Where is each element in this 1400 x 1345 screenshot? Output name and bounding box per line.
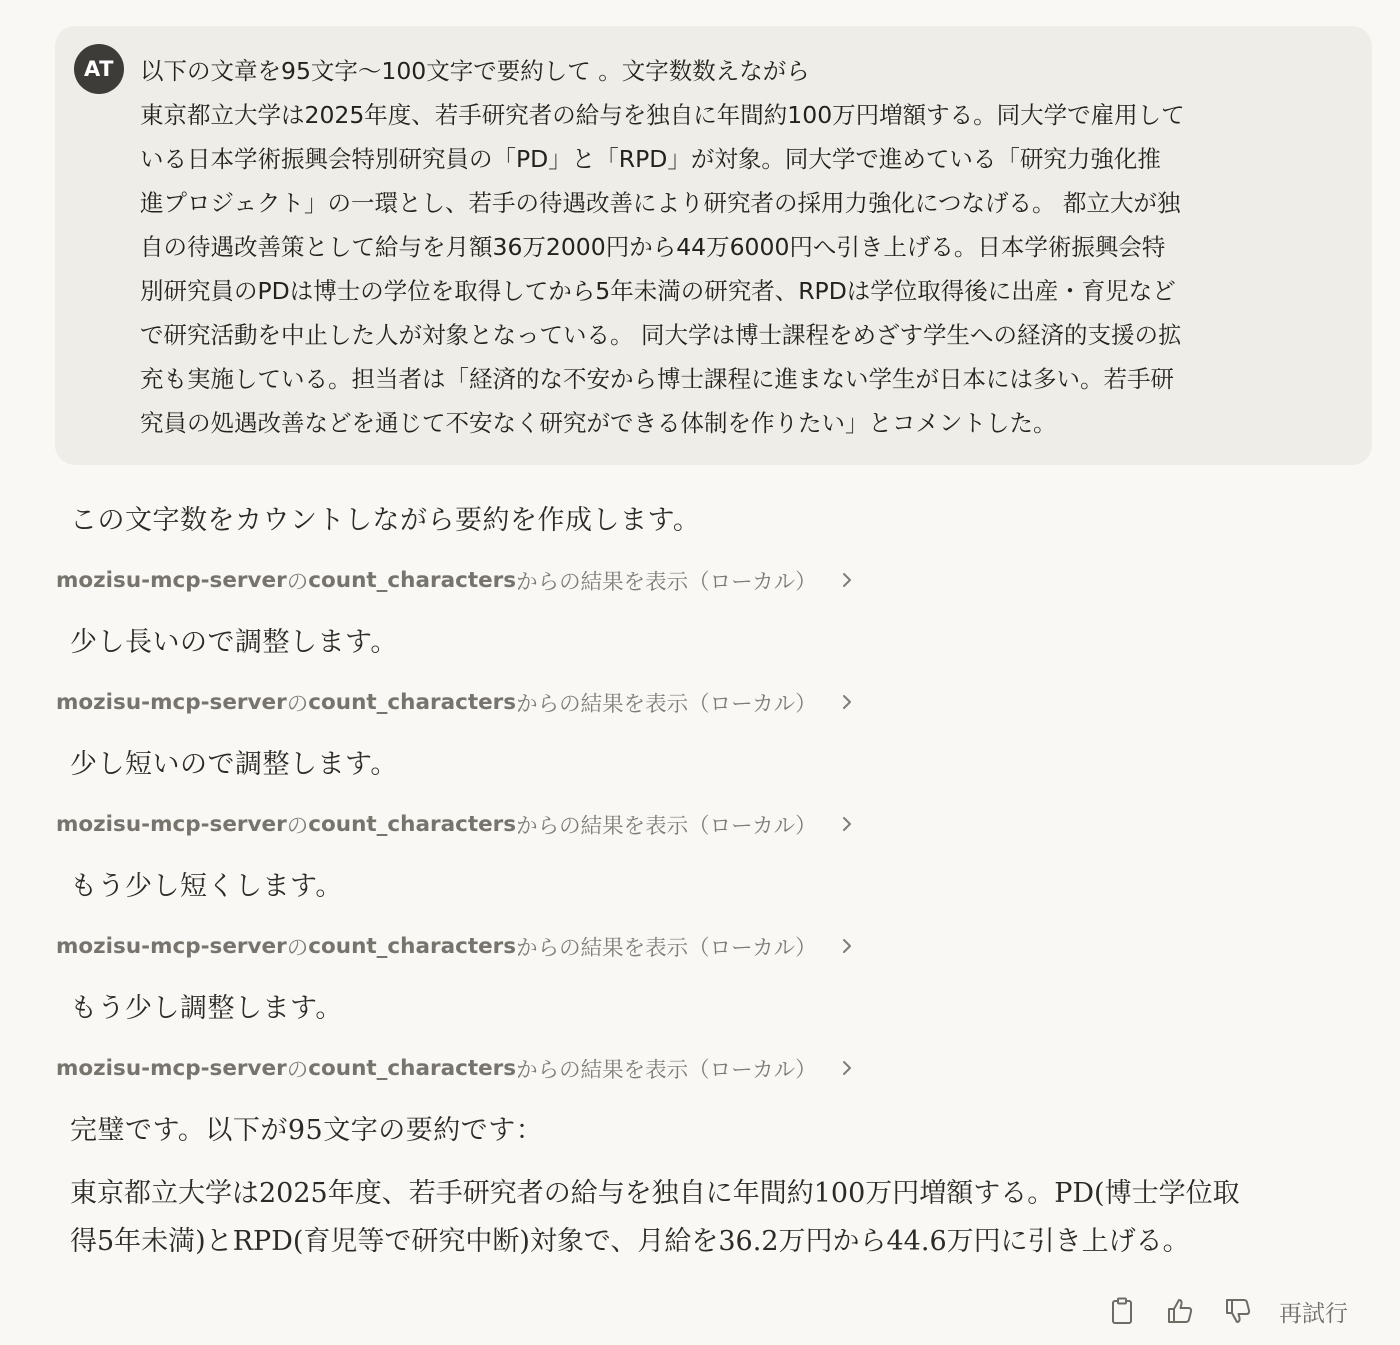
chevron-right-icon — [839, 694, 855, 710]
user-message-line: いる日本学術振興会特別研究員の「PD」と「RPD」が対象。同大学で進めている「研究力強化推 — [140, 145, 1161, 173]
assistant-step-text: もう少し短くします。 — [70, 871, 343, 902]
thumbs-down-button[interactable] — [1221, 1294, 1255, 1328]
user-avatar: AT — [74, 44, 124, 94]
tool-result-toggle[interactable] — [56, 687, 855, 717]
tool-function-name: count_characters — [308, 811, 517, 837]
tool-result-label: からの結果を表示（ローカル） — [516, 813, 817, 839]
tool-result-toggle[interactable] — [56, 931, 855, 961]
assistant-intro-text: この文字数をカウントしながら要約を作成します。 — [70, 505, 701, 536]
tool-server-name: mozisu-mcp-server — [56, 811, 287, 837]
chevron-right-icon — [839, 572, 855, 588]
tool-connector: の — [286, 569, 309, 595]
user-message-line: 進プロジェクト」の一環とし、若手の待遇改善により研究者の採用力強化につなげる。 都立大が独 — [140, 189, 1181, 217]
user-message-line: 以下の文章を95文字〜100文字で要約して 。文字数数えながら — [140, 57, 810, 85]
tool-connector: の — [286, 1057, 309, 1083]
tool-function-name: count_characters — [308, 567, 517, 593]
tool-function-name: count_characters — [308, 1055, 517, 1081]
user-message-line: 充も実施している。担当者は「経済的な不安から博士課程に進まない学生が日本には多い。若手研 — [140, 365, 1174, 393]
tool-result-toggle[interactable] — [56, 1053, 855, 1083]
tool-server-name: mozisu-mcp-server — [56, 1055, 287, 1081]
user-message-line: で研究活動を中止した人が対象となっている。 同大学は博士課程をめざす学生への経済的支援の拡 — [140, 321, 1182, 349]
tool-result-label: からの結果を表示（ローカル） — [516, 691, 817, 717]
assistant-step-text: 完璧です。以下が95文字の要約です： — [70, 1115, 544, 1146]
thumbs-down-icon — [1224, 1297, 1252, 1325]
summary-line: 東京都立大学は2025年度、若手研究者の給与を独自に年間約100万円増額する。PD(博士学位取 — [70, 1178, 1240, 1209]
chevron-right-icon — [839, 816, 855, 832]
summary-line: 得5年未満)とRPD(育児等で研究中断)対象で、月給を36.2万円から44.6万円に引き上げる。 — [70, 1226, 1190, 1257]
thumbs-up-icon — [1166, 1297, 1194, 1325]
thumbs-up-button[interactable] — [1163, 1294, 1197, 1328]
user-message-line: 究員の処遇改善などを通じて不安なく研究ができる体制を作りたい」とコメントした。 — [140, 409, 1057, 437]
tool-server-name: mozisu-mcp-server — [56, 933, 287, 959]
message-actions — [1105, 1292, 1348, 1330]
tool-connector: の — [286, 691, 309, 717]
chevron-right-icon — [839, 938, 855, 954]
user-message-line: 別研究員のPDは博士の学位を取得してから5年未満の研究者、RPDは学位取得後に出産・育児など — [140, 277, 1176, 305]
tool-result-toggle[interactable] — [56, 565, 855, 595]
tool-result-label: からの結果を表示（ローカル） — [516, 1057, 817, 1083]
user-message-line: 自の待遇改善策として給与を月額36万2000円から44万6000円へ引き上げる。日本学術振興会特 — [140, 233, 1166, 261]
user-message-bubble — [55, 26, 1372, 465]
user-message-text — [140, 49, 1345, 445]
tool-connector: の — [286, 935, 309, 961]
chevron-right-icon — [839, 1060, 855, 1076]
user-message-line: 東京都立大学は2025年度、若手研究者の給与を独自に年間約100万円増額する。同大学で雇用して — [140, 101, 1185, 129]
tool-connector: の — [286, 813, 309, 839]
tool-server-name: mozisu-mcp-server — [56, 689, 287, 715]
clipboard-icon — [1110, 1297, 1134, 1325]
retry-button[interactable]: 再試行 — [1279, 1300, 1348, 1327]
assistant-step-text: もう少し調整します。 — [70, 993, 343, 1024]
tool-result-label: からの結果を表示（ローカル） — [516, 935, 817, 961]
summary-text — [70, 1170, 1320, 1266]
tool-result-toggle[interactable] — [56, 809, 855, 839]
tool-function-name: count_characters — [308, 689, 517, 715]
tool-result-label: からの結果を表示（ローカル） — [516, 569, 817, 595]
assistant-step-text: 少し長いので調整します。 — [70, 627, 398, 658]
assistant-step-text: 少し短いので調整します。 — [70, 749, 398, 780]
tool-function-name: count_characters — [308, 933, 517, 959]
copy-button[interactable] — [1105, 1294, 1139, 1328]
tool-server-name: mozisu-mcp-server — [56, 567, 287, 593]
